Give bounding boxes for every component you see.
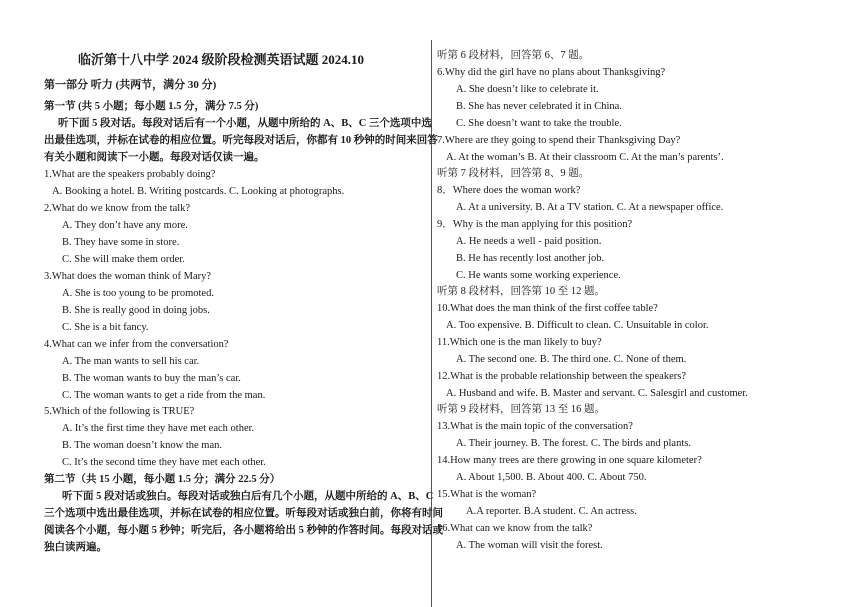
material-heading: 听第 8 段材料，回答第 10 至 12 题。 — [437, 286, 605, 297]
question-option: A. She doesn’t like to celebrate it. — [456, 84, 599, 95]
question-options: A.A reporter. B.A student. C. An actress. — [466, 506, 637, 517]
section1-instruction-line: 听下面 5 段对话。每段对话后有一个小题，从题中所给的 A、B、C 三个选项中选 — [58, 118, 432, 129]
material-heading: 听第 6 段材料，回答第 6、7 题。 — [437, 50, 590, 61]
section2-instruction-line: 听下面 5 段对话或独白。每段对话或独白后有几个小题，从题中所给的 A、B、C — [62, 491, 434, 502]
question-stem: 3.What does the woman think of Mary? — [44, 271, 212, 282]
question-option: B. He has recently lost another job. — [456, 253, 605, 264]
question-stem: 15.What is the woman? — [437, 489, 537, 500]
question-option: B. She has never celebrated it in China. — [456, 101, 622, 112]
section2-heading: 第二节（共 15 小题，每小题 1.5 分；满分 22.5 分） — [44, 474, 281, 485]
question-option: B. The woman wants to buy the man’s car. — [62, 373, 241, 384]
section2-instruction-line: 独白读两遍。 — [44, 542, 107, 553]
question-option: A. It’s the first time they have met each other. — [62, 423, 255, 434]
question-option: C. She is a bit fancy. — [62, 322, 149, 333]
question-stem: 7.Where are they going to spend their Thanksgiving Day? — [437, 135, 681, 146]
section1-instruction-line: 出最佳选项，并标在试卷的相应位置。听完每段对话后，你都有 10 秒钟的时间来回答 — [44, 135, 438, 146]
section1-instruction-line: 有关小题和阅读下一小题。每段对话仅读一遍。 — [44, 152, 265, 163]
question-stem: 5.Which of the following is TRUE? — [44, 406, 195, 417]
question-stem: 8．Where does the woman work? — [437, 185, 581, 196]
question-option: A. They don’t have any more. — [62, 220, 188, 231]
question-option: B. She is really good in doing jobs. — [62, 305, 210, 316]
question-options: A. Their journey. B. The forest. C. The birds and plants. — [456, 438, 691, 449]
question-stem: 1.What are the speakers probably doing? — [44, 169, 216, 180]
question-stem: 2.What do we know from the talk? — [44, 203, 191, 214]
question-stem: 4.What can we infer from the conversation? — [44, 339, 229, 350]
page-title: 临沂第十八中学 2024 级阶段检测英语试题 2024.10 — [78, 52, 365, 67]
material-heading: 听第 7 段材料，回答第 8、9 题。 — [437, 168, 590, 179]
question-option: A. The man wants to sell his car. — [62, 356, 200, 367]
question-option: A. The woman will visit the forest. — [456, 540, 603, 551]
question-option: A. He needs a well - paid position. — [456, 236, 602, 247]
question-option: C. The woman wants to get a ride from the man. — [62, 390, 266, 401]
question-options: A. Too expensive. B. Difficult to clean. C. Unsuitable in color. — [446, 320, 709, 331]
section1-heading: 第一节 (共 5 小题；每小题 1.5 分，满分 7.5 分) — [44, 101, 259, 112]
question-options: A. About 1,500. B. About 400. C. About 750. — [456, 472, 647, 483]
question-stem: 12.What is the probable relationship between the speakers? — [437, 371, 686, 382]
section2-instruction-line: 阅读各个小题，每小题 5 秒钟；听完后，各小题将给出 5 秒钟的作答时间。每段对话或 — [44, 525, 443, 536]
question-stem: 6.Why did the girl have no plans about Thanksgiving? — [437, 67, 666, 78]
question-stem: 11.Which one is the man likely to buy? — [437, 337, 602, 348]
question-option: A. She is too young to be promoted. — [62, 288, 214, 299]
question-stem: 13.What is the main topic of the conversation? — [437, 421, 633, 432]
question-stem: 16.What can we know from the talk? — [437, 523, 593, 534]
question-options: A. Husband and wife. B. Master and servant. C. Salesgirl and customer. — [446, 388, 748, 399]
question-option: C. He wants some working experience. — [456, 270, 621, 281]
question-options: A. At the woman’s B. At their classroom C. At the man’s parents’. — [446, 152, 724, 163]
question-option: C. She doesn’t want to take the trouble. — [456, 118, 622, 129]
question-stem: 14.How many trees are there growing in one square kilometer? — [437, 455, 702, 466]
question-option: B. The woman doesn’t know the man. — [62, 440, 223, 451]
question-stem: 10.What does the man think of the first coffee table? — [437, 303, 658, 314]
question-options: A. Booking a hotel. B. Writing postcards. C. Looking at photographs. — [52, 186, 345, 197]
question-stem: 9．Why is the man applying for this position? — [437, 219, 633, 230]
material-heading: 听第 9 段材料，回答第 13 至 16 题。 — [437, 404, 605, 415]
question-options: A. The second one. B. The third one. C. None of them. — [456, 354, 687, 365]
question-options: A. At a university. B. At a TV station. C. At a newspaper office. — [456, 202, 724, 213]
question-option: C. She will make them order. — [62, 254, 185, 265]
part1-heading: 第一部分 听力 (共两节，满分 30 分) — [44, 79, 217, 91]
question-option: C. It’s the second time they have met each other. — [62, 457, 266, 468]
section2-instruction-line: 三个选项中选出最佳选项，并标在试卷的相应位置。听每段对话或独白前，你将有时间 — [44, 508, 443, 519]
question-option: B. They have some in store. — [62, 237, 180, 248]
